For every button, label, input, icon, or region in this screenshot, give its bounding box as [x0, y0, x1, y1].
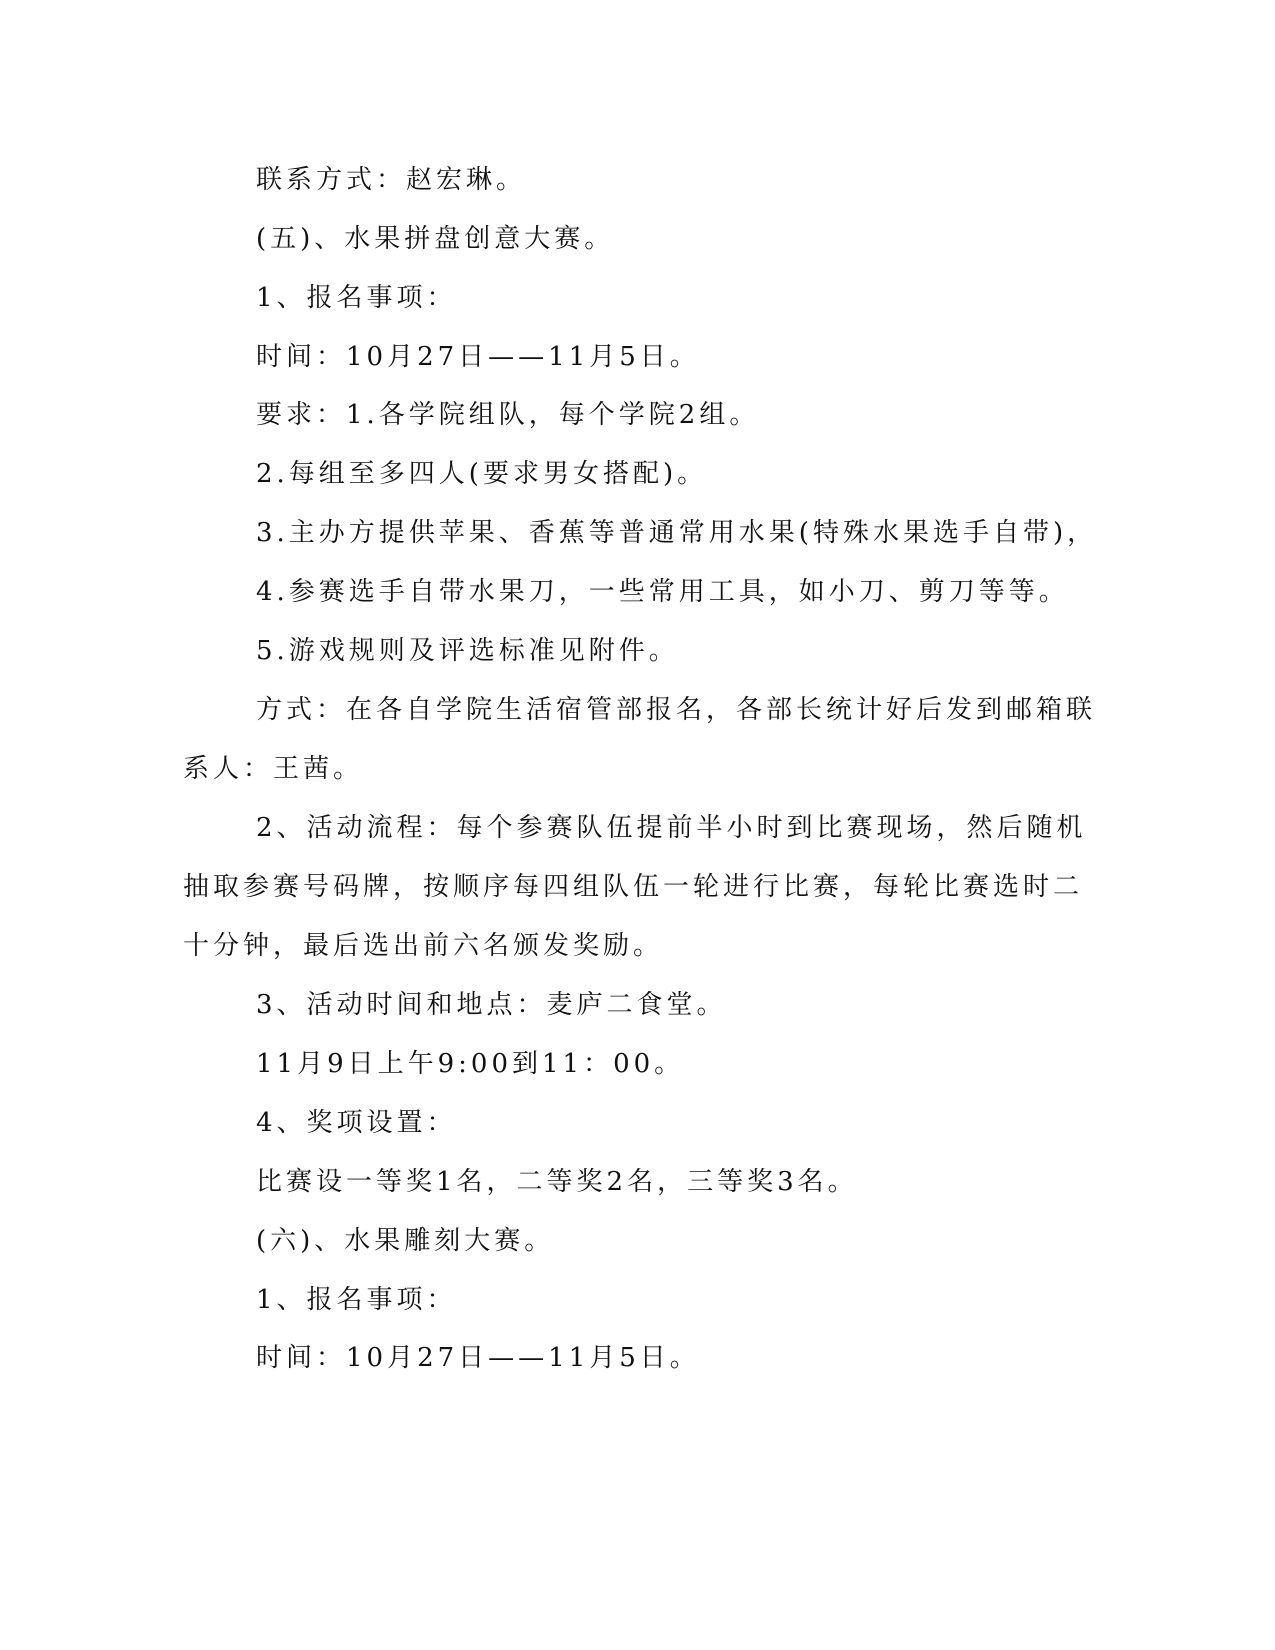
registration-time: 时间：10月27日——11月5日。	[256, 342, 700, 372]
registration-time-six: 时间：10月27日——11月5日。	[256, 1343, 700, 1373]
activity-process: 2、活动流程：每个参赛队伍提前半小时到比赛现场，然后随机	[256, 813, 1087, 843]
contact-line: 联系方式：赵宏琳。	[256, 165, 527, 195]
registration-heading-six: 1、报名事项：	[256, 1285, 457, 1315]
registration-method-continued: 系人：王茜。	[183, 754, 364, 784]
activity-process-continued-1: 抽取参赛号码牌，按顺序每四组队伍一轮进行比赛，每轮比赛选时二	[183, 872, 1084, 902]
requirement-3: 3.主办方提供苹果、香蕉等普通常用水果(特殊水果选手自带)，	[256, 518, 1098, 548]
registration-heading: 1、报名事项：	[256, 283, 457, 313]
requirement-5: 5.游戏规则及评选标准见附件。	[256, 636, 679, 666]
requirement-2: 2.每组至多四人(要求男女搭配)。	[256, 459, 708, 489]
requirement-4: 4.参赛选手自带水果刀，一些常用工具，如小刀、剪刀等等。	[256, 577, 1069, 607]
awards-detail: 比赛设一等奖1名，二等奖2名，三等奖3名。	[256, 1167, 858, 1197]
registration-method: 方式：在各自学院生活宿管部报名，各部长统计好后发到邮箱联	[256, 695, 1097, 725]
section-heading-five: (五)、水果拼盘创意大赛。	[256, 224, 615, 254]
activity-time: 11月9日上午9:00到11：00。	[256, 1049, 685, 1079]
requirement-1: 要求：1.各学院组队，每个学院2组。	[256, 400, 760, 430]
activity-time-place: 3、活动时间和地点：麦庐二食堂。	[256, 990, 727, 1020]
awards-heading: 4、奖项设置：	[256, 1108, 457, 1138]
section-heading-six: (六)、水果雕刻大赛。	[256, 1226, 555, 1256]
activity-process-continued-2: 十分钟，最后选出前六名颁发奖励。	[183, 931, 664, 961]
